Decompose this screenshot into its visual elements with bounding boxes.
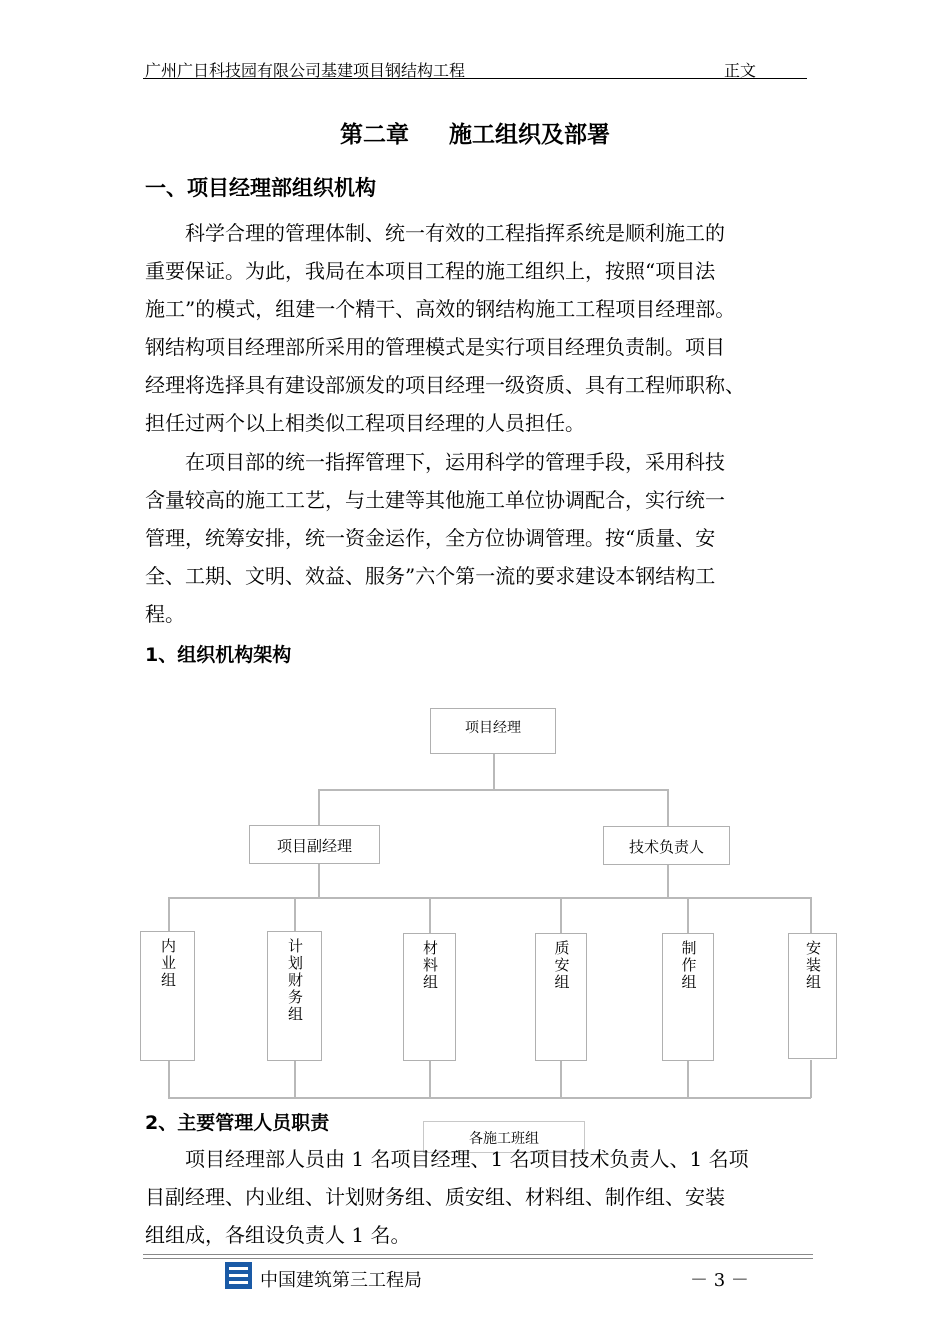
connector-line bbox=[667, 789, 669, 827]
org-box-group bbox=[140, 931, 195, 1061]
org-group-label: 质安组 bbox=[552, 940, 571, 991]
paragraph-line: 目副经理、内业组、计划财务组、质安组、材料组、制作组、安装 bbox=[145, 1185, 725, 1209]
connector-line bbox=[687, 1060, 689, 1098]
org-label: 各施工班组 bbox=[469, 1131, 539, 1147]
chapter-title bbox=[0, 116, 950, 149]
org-group-label: 计划财务组 bbox=[286, 938, 304, 1023]
connector-line bbox=[168, 1060, 170, 1098]
company-logo-icon bbox=[225, 1262, 252, 1289]
subheading-org-structure: 1、组织机构架构 bbox=[145, 644, 292, 666]
connector-line bbox=[294, 1060, 296, 1098]
connector-line bbox=[168, 1097, 811, 1099]
connector-line bbox=[560, 1060, 562, 1098]
section-heading: 一、项目经理部组织机构 bbox=[145, 176, 376, 200]
paragraph-line: 重要保证。为此，我局在本项目工程的施工组织上，按照“项目法 bbox=[145, 259, 716, 283]
chapter-number: 第二章 bbox=[340, 122, 409, 148]
org-box-group bbox=[403, 933, 456, 1061]
connector-line bbox=[810, 897, 812, 933]
paragraph-3 bbox=[145, 1140, 813, 1254]
paragraph-line: 含量较高的施工工艺，与土建等其他施工单位协调配合，实行统一 bbox=[145, 488, 725, 512]
page-number: － 3 － bbox=[690, 1270, 749, 1291]
connector-line bbox=[429, 1060, 431, 1098]
paragraph-2 bbox=[145, 443, 813, 633]
header-title: 广州广日科技园有限公司基建项目钢结构工程 bbox=[145, 61, 466, 80]
paragraph-line: 项目经理部人员由 1 名项目经理、1 名项目技术负责人、1 名项 bbox=[185, 1147, 749, 1171]
paragraph-line: 程。 bbox=[145, 602, 185, 626]
connector-line bbox=[168, 897, 170, 933]
connector-line bbox=[294, 897, 296, 933]
org-box-technical-lead bbox=[603, 826, 730, 865]
org-box-group bbox=[267, 931, 322, 1061]
connector-line bbox=[687, 897, 689, 933]
connector-line bbox=[318, 789, 320, 827]
org-box-deputy-manager bbox=[249, 825, 380, 864]
org-label: 项目副经理 bbox=[276, 837, 352, 855]
footer-divider bbox=[143, 1258, 813, 1259]
connector-line bbox=[318, 789, 669, 791]
chapter-name: 施工组织及部署 bbox=[449, 122, 610, 148]
paragraph-line: 组组成，各组设负责人 1 名。 bbox=[145, 1223, 411, 1247]
connector-line bbox=[318, 863, 320, 898]
org-box-group bbox=[535, 933, 587, 1061]
paragraph-line: 全、工期、文明、效益、服务”六个第一流的要求建设本钢结构工 bbox=[145, 564, 716, 588]
org-group-label: 制作组 bbox=[679, 940, 698, 991]
header-section: 正文 bbox=[724, 61, 757, 80]
org-box-group bbox=[662, 933, 714, 1061]
connector-line bbox=[429, 897, 431, 933]
paragraph-1 bbox=[145, 214, 813, 442]
org-group-label: 内业组 bbox=[159, 938, 177, 989]
connector-line bbox=[810, 1060, 812, 1098]
connector-line bbox=[667, 864, 669, 898]
paragraph-line: 施工”的模式，组建一个精干、高效的钢结构施工工程项目经理部。 bbox=[145, 297, 736, 321]
org-label: 技术负责人 bbox=[628, 838, 704, 856]
org-label: 项目经理 bbox=[465, 720, 521, 736]
org-box-group bbox=[788, 933, 837, 1059]
connector-line bbox=[560, 897, 562, 933]
footer-organization: 中国建筑第三工程局 bbox=[260, 1270, 422, 1291]
subheading-responsibilities: 2、主要管理人员职责 bbox=[145, 1112, 330, 1134]
org-box-project-manager bbox=[430, 708, 556, 754]
connector-line bbox=[493, 754, 495, 790]
paragraph-line: 钢结构项目经理部所采用的管理模式是实行项目经理负责制。项目 bbox=[145, 335, 725, 359]
footer-divider bbox=[143, 1254, 813, 1255]
paragraph-line: 经理将选择具有建设部颁发的项目经理一级资质、具有工程师职称、 bbox=[145, 373, 745, 397]
org-group-label: 安装组 bbox=[804, 940, 822, 991]
connector-line bbox=[168, 897, 811, 899]
paragraph-line: 管理，统筹安排，统一资金运作，全方位协调管理。按“质量、安 bbox=[145, 526, 716, 550]
paragraph-line: 在项目部的统一指挥管理下，运用科学的管理手段，采用科技 bbox=[185, 450, 725, 474]
paragraph-line: 担任过两个以上相类似工程项目经理的人员担任。 bbox=[145, 411, 585, 435]
header-divider bbox=[143, 78, 807, 79]
paragraph-line: 科学合理的管理体制、统一有效的工程指挥系统是顺利施工的 bbox=[185, 221, 725, 245]
org-group-label: 材料组 bbox=[421, 940, 439, 991]
